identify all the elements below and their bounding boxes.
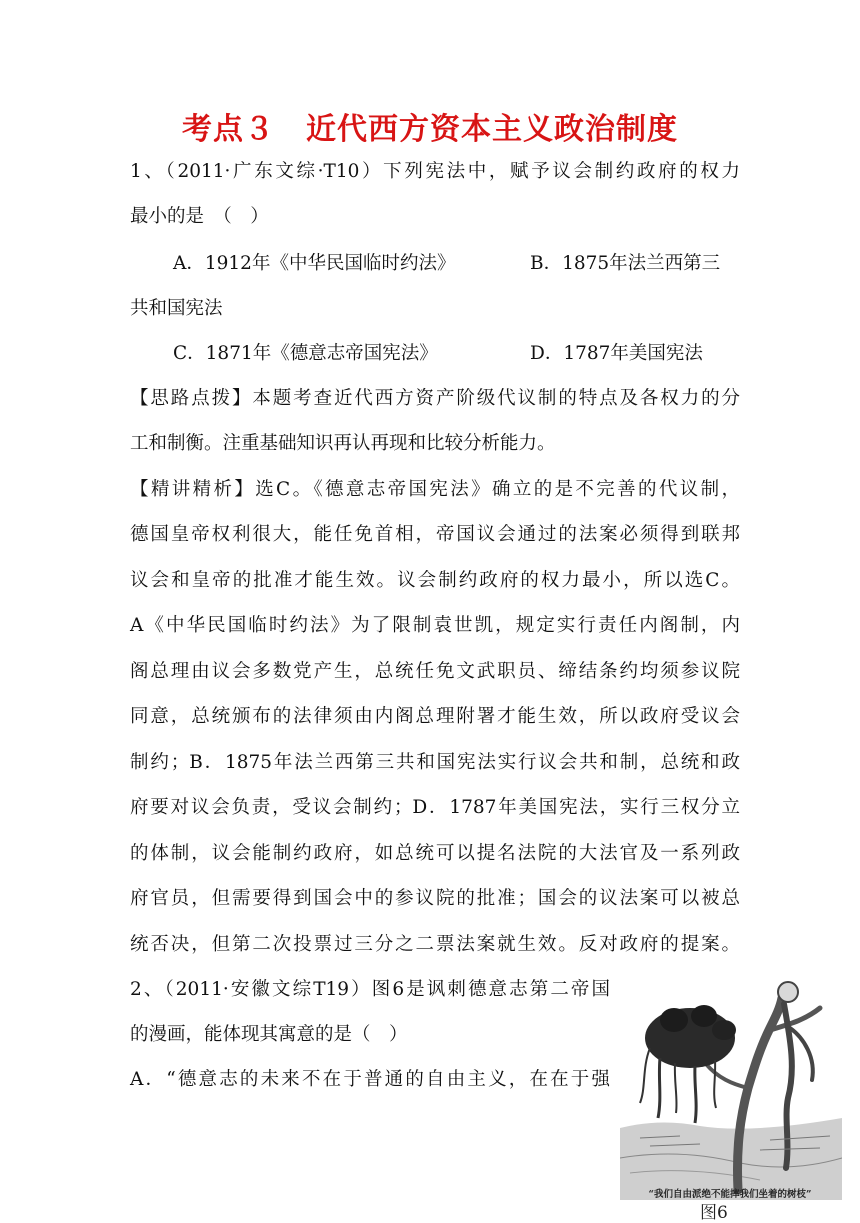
q2-stem-line1: 2、（2011·安徽文综T19）图6是讽刺德意志第二帝国 (130, 979, 610, 1000)
satirical-cartoon-image (620, 968, 842, 1200)
analysis-line: A《中华民国临时约法》为了限制袁世凯，规定实行责任内阁制，内 (130, 615, 740, 636)
page-title: 考点３ 近代西方资本主义政治制度 (182, 112, 678, 147)
q1-option-c: C．1871年《德意志帝国宪法》 (173, 343, 438, 364)
analysis-line: 制约；B．1875年法兰西第三共和国宪法实行议会共和制，总统和政 (130, 752, 740, 773)
analysis-line: 议会和皇帝的批准才能生效。议会制约政府的权力最小，所以选C。 (130, 570, 740, 591)
figure-caption: “我们自由派绝不能摔我们坐着的树枝” (648, 1189, 812, 1200)
q2-stem-line2: 的漫画，能体现其寓意的是（ ） (130, 1024, 408, 1045)
q2-option-a: A．“德意志的未来不在于普通的自由主义，在在于强 (130, 1069, 610, 1090)
figure-label: 图6 (700, 1203, 728, 1223)
analysis-line: 工和制衡。注重基础知识再认再现和比较分析能力。 (130, 433, 556, 454)
q1-option-row-1 (173, 252, 733, 276)
analysis-line: 同意，总统颁布的法律须由内阁总理附署才能生效，所以政府受议会 (130, 706, 740, 727)
q1-option-a: A．1912年《中华民国临时约法》 (173, 253, 456, 274)
q1-stem-line1: 1、（2011·广东文综·T10）下列宪法中，赋予议会制约政府的权力 (130, 161, 740, 182)
analysis-line: 【思路点拨】本题考查近代西方资产阶级代议制的特点及各权力的分 (130, 388, 740, 409)
q1-option-row-2 (173, 342, 733, 366)
q1-option-b-cont: 共和国宪法 (130, 298, 223, 319)
q1-stem-line2: 最小的是 （ ） (130, 206, 269, 227)
analysis-line: 统否决，但第二次投票过三分之二票法案就生效。反对政府的提案。 (130, 934, 740, 955)
analysis-line: 【精讲精析】选C。《德意志帝国宪法》确立的是不完善的代议制， (130, 479, 740, 500)
analysis-line: 的体制，议会能制约政府，如总统可以提名法院的大法官及一系列政 (130, 843, 740, 864)
q1-option-b: B．1875年法兰西第三 (530, 253, 721, 274)
q1-option-d: D．1787年美国宪法 (530, 343, 703, 364)
analysis-line: 阁总理由议会多数党产生，总统任免文武职员、缔结条约均须参议院 (130, 661, 740, 682)
analysis-line: 府要对议会负责，受议会制约；D．1787年美国宪法，实行三权分立 (130, 797, 740, 818)
analysis-line: 府官员，但需要得到国会中的参议院的批准；国会的议法案可以被总 (130, 888, 740, 909)
analysis-line: 德国皇帝权利很大，能任免首相，帝国议会通过的法案必须得到联邦 (130, 524, 740, 545)
